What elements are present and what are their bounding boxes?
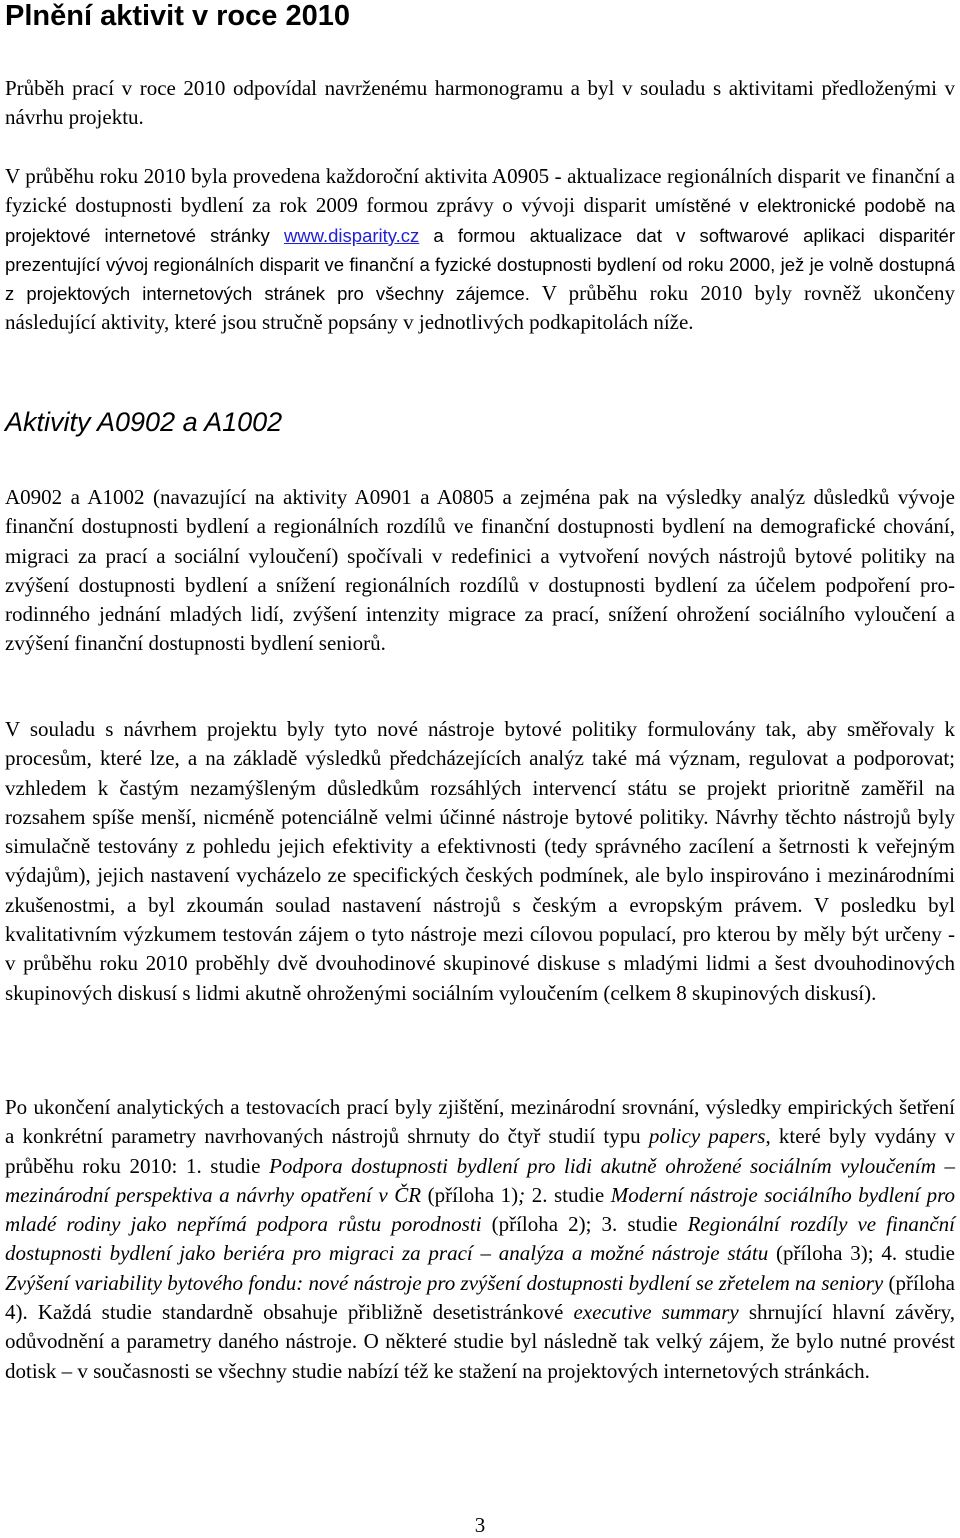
paragraph-annual-activity xyxy=(5,162,955,338)
paragraph-text: 2. studie xyxy=(525,1182,611,1207)
paragraph-activities-description: A0902 a A1002 (navazující na aktivity A0901 a A0805 a zejména pak na výsledky analýz důsledků vývoje finanční dostupnosti bydlení a regionálních rozdílů ve finanční dostupnosti bydlení na demografické chování, migraci za prací a sociální vyloučení) spočívali v redefinici a vytvoření nových nástrojů bytové politiky na zvýšení dostupnosti bydlení a snížení regionálních rozdílů v dostupnosti bydlení za účelem podpoření pro-rodinného jednání mladých lidí, zvýšení intenzity migrace za prací, snížení ohrožení sociálního vyloučení a zvýšení finanční dostupnosti bydlení seniorů. xyxy=(5,485,955,656)
paragraph-text: , které byly vydány v průběhu roku 2010: 1. studie xyxy=(5,1124,955,1178)
paragraph-text: (příloha 1) xyxy=(421,1182,519,1207)
subsection-heading: Aktivity A0902 a A1002 xyxy=(5,407,283,437)
study-title: Zvýšení variability bytového fondu: nové nástroje pro zvýšení dostupnosti bydlení se zřetelem na seniory xyxy=(5,1270,884,1295)
paragraph-text: Po ukončení analytických a testovacích prací byly zjištění, mezinárodní srovnání, výsledky empirických šetření a konkrétní parametry navrhovaných nástrojů shrnuty do čtyř studií typu xyxy=(5,1095,955,1149)
section-title: Plnění aktivit v roce 2010 xyxy=(5,0,350,32)
italic-term: ; xyxy=(518,1182,526,1207)
study-title: Regionální rozdíly ve finanční dostupnosti bydlení jako beriéra pro migraci za prací – analýza a možné nástroje státu xyxy=(5,1212,955,1266)
page-number: 3 xyxy=(474,1513,486,1537)
paragraph-text: (příloha 3); 4. studie xyxy=(768,1241,956,1266)
paragraph-tool-design: V souladu s návrhem projektu byly tyto nové nástroje bytové politiky formulovány tak, aby směřovaly k procesům, které lze, a na základě výsledků předcházejících analýz také má význam, regulovat a podporovat; vzhledem k častým nezamýšleným důsledkům rozsáhlých intervencí státu se projekt prioritně zaměřil na rozsahem spíše menší, nicméně potenciálně velmi účinné nástroje bytové politiky. Návrhy těchto nástrojů byly simulačně testovány z pohledu jejich efektivity a efektivnosti (tedy správného zacílení a šetrnosti k veřejným výdajům), jejich nastavení vycházelo ze specifických českých podmínek, ale bylo inspirováno i mezinárodními zkušenostmi, a byl zkoumán soulad nastavení nástrojů s českým a evropským právem. V posledku byl kvalitativním výzkumem testován zájem o tyto nástroje mezi cílovou populací, pro kterou by měly být určeny - v průběhu roku 2010 proběhly dvě dvouhodinové skupinové diskuse s mladými lidmi a šest dvouhodinových skupinových diskusí s lidmi akutně ohroženými sociálním vyloučením (celkem 8 skupinových diskusí). xyxy=(5,717,955,1005)
paragraph-studies xyxy=(5,1093,955,1386)
paragraph-text: V průběhu roku 2010 byly rovněž ukončeny následující aktivity, které jsou stručně popsány v jednotlivých podkapitolách níže. xyxy=(5,281,956,335)
paragraph-text-sans: umístěné v elektronické podobě na projektové internetové stránky xyxy=(5,195,955,246)
paragraph-text: (příloha 2); 3. studie xyxy=(481,1212,688,1237)
paragraph-text: V průběhu roku 2010 byla provedena každoroční aktivita A0905 - aktualizace regionálních disparit ve finanční a fyzické dostupnosti bydlení za rok 2009 formou zprávy o vývoji disparit xyxy=(5,164,955,218)
paragraph-text-sans: a formou aktualizace dat v softwarové aplikaci disparitér prezentující vývoj regionálních disparit ve finanční a fyzické dostupnosti bydlení od roku 2000, jež je volně dostupná z projektových internetových stránek pro všechny zájemce. xyxy=(5,224,956,305)
paragraph-text: shrnující hlavní závěry, odůvodnění a parametry daného nástroje. O některé studie byl následně tak velký zájem, že bylo nutné provést dotisk – v současnosti se všechny studie nabízí též ke stažení na projektových internetových stránkách. xyxy=(5,1300,955,1383)
italic-term: executive summary xyxy=(573,1300,739,1325)
disparity-website-link[interactable]: www.disparity.cz xyxy=(283,224,420,246)
paragraph-text: (příloha 4). Každá studie standardně obsahuje přibližně desetistránkové xyxy=(5,1270,955,1325)
study-title: Podpora dostupnosti bydlení pro lidi akutně ohrožené sociálním vyloučením – mezinárodní perspektiva a návrhy opatření v ČR xyxy=(5,1153,955,1207)
intro-paragraph: Průběh prací v roce 2010 odpovídal navrženému harmonogramu a byl v souladu s aktivitami předloženými v návrhu projektu. xyxy=(5,76,955,130)
study-title: Moderní nástroje sociálního bydlení pro mladé rodiny jako nepřímá podpora růstu porodnosti xyxy=(5,1182,955,1237)
italic-term: policy papers xyxy=(648,1124,766,1149)
